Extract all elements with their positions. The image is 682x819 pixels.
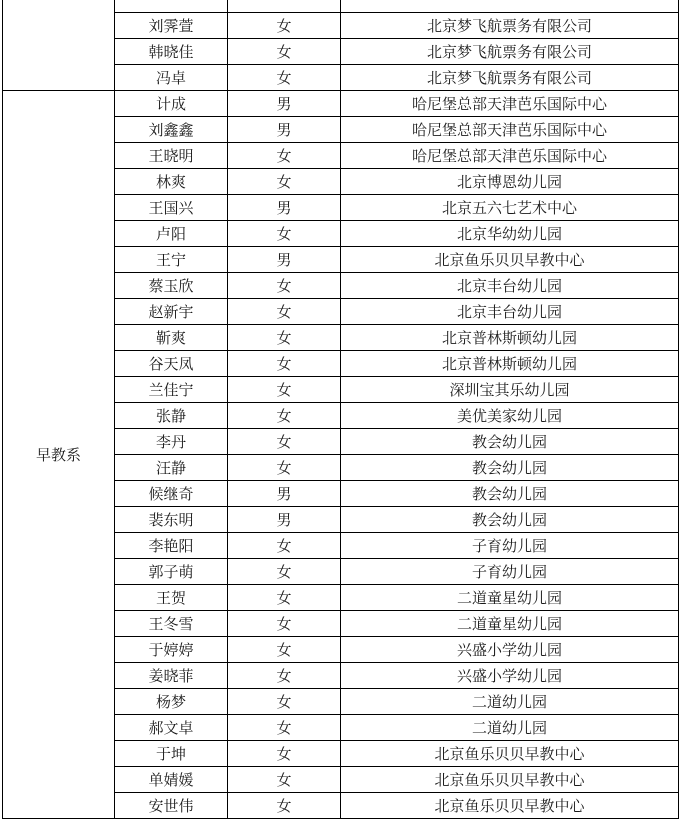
gender-cell: 女	[228, 429, 341, 455]
organization-cell: 二道童星幼儿园	[341, 611, 679, 637]
name-cell: 计成	[115, 91, 228, 117]
gender-cell: 男	[228, 507, 341, 533]
gender-cell: 女	[228, 637, 341, 663]
name-cell: 姜晓菲	[115, 663, 228, 689]
name-cell: 候继奇	[115, 481, 228, 507]
department-cell	[3, 0, 115, 91]
organization-cell: 北京鱼乐贝贝早教中心	[341, 793, 679, 819]
organization-cell: 兴盛小学幼儿园	[341, 663, 679, 689]
organization-cell: 教会幼儿园	[341, 507, 679, 533]
organization-cell: 子育幼儿园	[341, 533, 679, 559]
name-cell: 郝文卓	[115, 715, 228, 741]
gender-cell: 女	[228, 377, 341, 403]
roster-body	[3, 0, 679, 819]
gender-cell: 女	[228, 715, 341, 741]
gender-cell: 女	[228, 351, 341, 377]
name-cell: 王贺	[115, 585, 228, 611]
name-cell: 于婷婷	[115, 637, 228, 663]
name-cell: 王国兴	[115, 195, 228, 221]
name-cell: 单婧媛	[115, 767, 228, 793]
organization-cell: 二道幼儿园	[341, 689, 679, 715]
name-cell: 李丹	[115, 429, 228, 455]
name-cell: 林爽	[115, 169, 228, 195]
name-cell: 汪静	[115, 455, 228, 481]
organization-cell: 二道幼儿园	[341, 715, 679, 741]
name-cell: 杨梦	[115, 689, 228, 715]
department-cell: 早教系	[3, 91, 115, 819]
gender-cell: 女	[228, 221, 341, 247]
organization-cell: 北京博恩幼儿园	[341, 169, 679, 195]
name-cell: 郭子萌	[115, 559, 228, 585]
organization-cell: 哈尼堡总部天津芭乐国际中心	[341, 143, 679, 169]
organization-cell: 北京普林斯顿幼儿园	[341, 325, 679, 351]
gender-cell: 女	[228, 741, 341, 767]
gender-cell: 女	[228, 299, 341, 325]
gender-cell: 女	[228, 559, 341, 585]
organization-cell: 美优美家幼儿园	[341, 403, 679, 429]
table-row	[3, 0, 679, 13]
gender-cell: 女	[228, 611, 341, 637]
organization-cell: 哈尼堡总部天津芭乐国际中心	[341, 91, 679, 117]
name-cell: 王冬雪	[115, 611, 228, 637]
gender-cell: 男	[228, 247, 341, 273]
organization-cell	[341, 0, 679, 13]
gender-cell: 女	[228, 169, 341, 195]
organization-cell: 哈尼堡总部天津芭乐国际中心	[341, 117, 679, 143]
table-row	[3, 91, 679, 117]
gender-cell: 女	[228, 273, 341, 299]
name-cell: 赵新宇	[115, 299, 228, 325]
gender-cell: 女	[228, 455, 341, 481]
gender-cell: 女	[228, 767, 341, 793]
name-cell	[115, 0, 228, 13]
gender-cell: 男	[228, 195, 341, 221]
name-cell: 靳爽	[115, 325, 228, 351]
name-cell: 安世伟	[115, 793, 228, 819]
organization-cell: 深圳宝其乐幼儿园	[341, 377, 679, 403]
organization-cell: 北京梦飞航票务有限公司	[341, 13, 679, 39]
name-cell: 于坤	[115, 741, 228, 767]
gender-cell: 女	[228, 13, 341, 39]
gender-cell: 女	[228, 65, 341, 91]
name-cell: 裴东明	[115, 507, 228, 533]
organization-cell: 兴盛小学幼儿园	[341, 637, 679, 663]
organization-cell: 教会幼儿园	[341, 455, 679, 481]
organization-cell: 北京丰台幼儿园	[341, 273, 679, 299]
organization-cell: 教会幼儿园	[341, 429, 679, 455]
name-cell: 李艳阳	[115, 533, 228, 559]
gender-cell: 女	[228, 403, 341, 429]
organization-cell: 北京鱼乐贝贝早教中心	[341, 741, 679, 767]
organization-cell: 北京普林斯顿幼儿园	[341, 351, 679, 377]
gender-cell: 女	[228, 325, 341, 351]
organization-cell: 北京梦飞航票务有限公司	[341, 39, 679, 65]
organization-cell: 教会幼儿园	[341, 481, 679, 507]
gender-cell: 女	[228, 689, 341, 715]
gender-cell: 女	[228, 533, 341, 559]
organization-cell: 北京梦飞航票务有限公司	[341, 65, 679, 91]
name-cell: 冯卓	[115, 65, 228, 91]
gender-cell: 男	[228, 117, 341, 143]
organization-cell: 北京丰台幼儿园	[341, 299, 679, 325]
gender-cell: 女	[228, 143, 341, 169]
name-cell: 王晓明	[115, 143, 228, 169]
gender-cell: 女	[228, 793, 341, 819]
organization-cell: 二道童星幼儿园	[341, 585, 679, 611]
name-cell: 谷天凤	[115, 351, 228, 377]
gender-cell: 女	[228, 585, 341, 611]
organization-cell: 北京五六七艺术中心	[341, 195, 679, 221]
name-cell: 王宁	[115, 247, 228, 273]
roster-table	[2, 0, 679, 819]
gender-cell	[228, 0, 341, 13]
name-cell: 张静	[115, 403, 228, 429]
gender-cell: 男	[228, 91, 341, 117]
name-cell: 刘霁萱	[115, 13, 228, 39]
name-cell: 兰佳宁	[115, 377, 228, 403]
name-cell: 卢阳	[115, 221, 228, 247]
organization-cell: 北京鱼乐贝贝早教中心	[341, 767, 679, 793]
organization-cell: 北京鱼乐贝贝早教中心	[341, 247, 679, 273]
name-cell: 刘鑫鑫	[115, 117, 228, 143]
gender-cell: 女	[228, 663, 341, 689]
organization-cell: 北京华幼幼儿园	[341, 221, 679, 247]
gender-cell: 男	[228, 481, 341, 507]
gender-cell: 女	[228, 39, 341, 65]
name-cell: 蔡玉欣	[115, 273, 228, 299]
name-cell: 韩晓佳	[115, 39, 228, 65]
organization-cell: 子育幼儿园	[341, 559, 679, 585]
